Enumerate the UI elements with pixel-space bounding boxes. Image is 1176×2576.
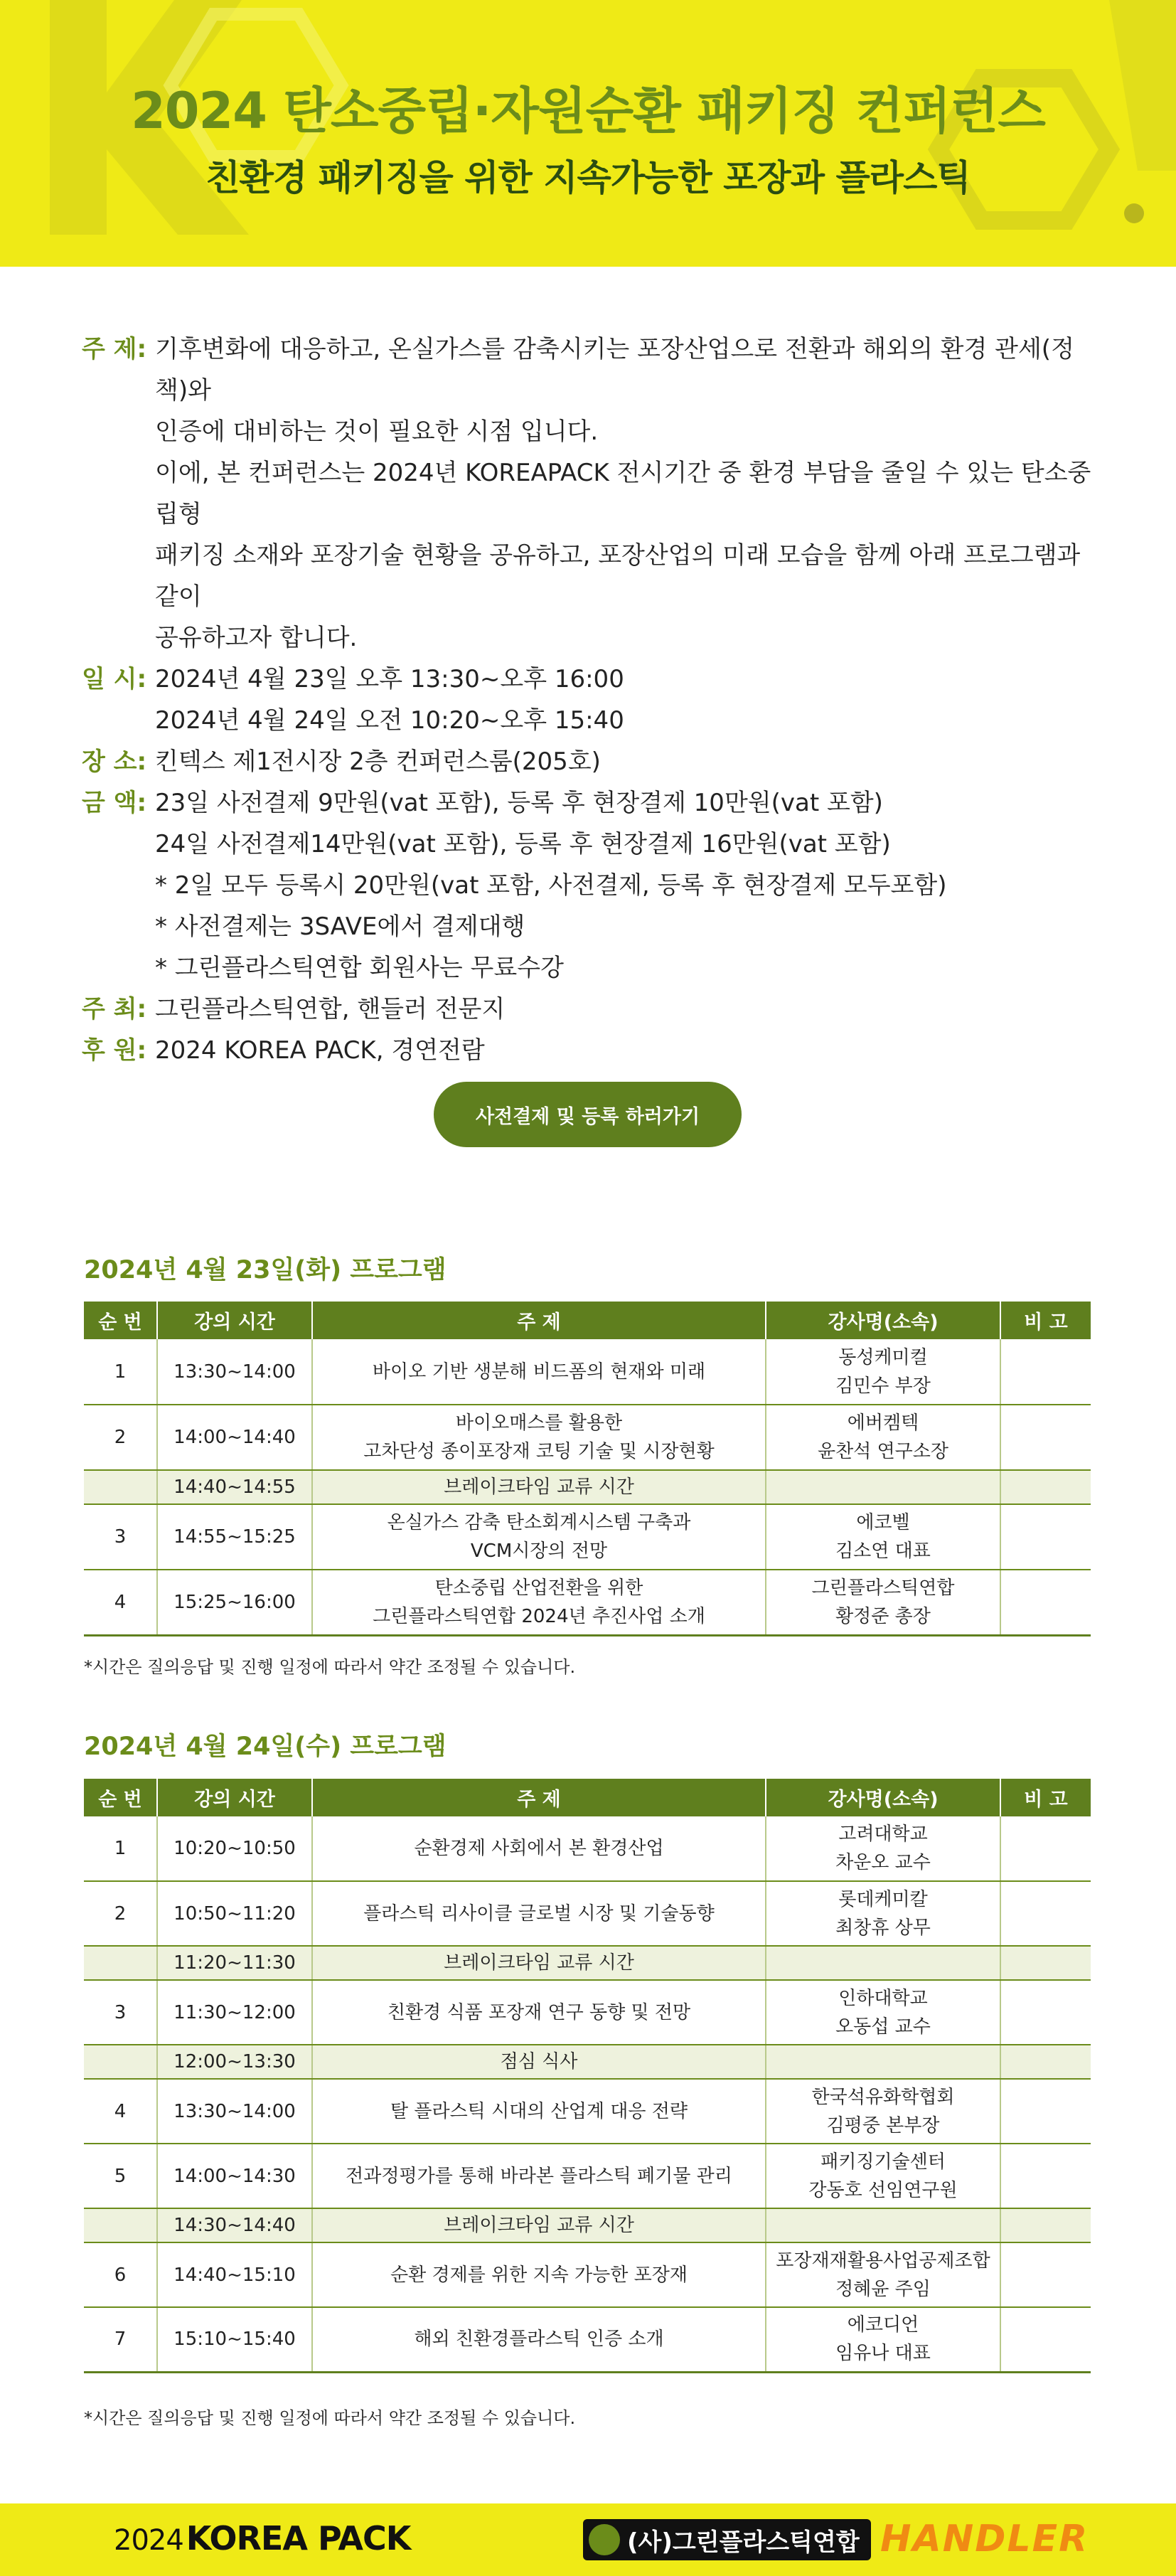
- table-row: [84, 1339, 1091, 1405]
- col-header-time: 강의 시간: [157, 1779, 312, 1816]
- row-speaker: 한국석유화학협회 김평중 본부장: [766, 2079, 1000, 2144]
- handler-logo[interactable]: HANDLER: [880, 2518, 1089, 2560]
- row-speaker: 포장재재활용사업공제조합 정혜윤 주임: [766, 2242, 1000, 2307]
- program-title-day2: 2024년 4월 24일(수) 프로그램: [84, 1733, 447, 1761]
- info-text: 인증에 대비하는 것이 필요한 시점 입니다.: [155, 417, 599, 446]
- koreapack-year: 2024: [114, 2524, 183, 2557]
- info-text: 24일 사전결제14만원(vat 포함), 등록 후 현장결제 16만원(vat 포함): [155, 830, 891, 858]
- row-time: 14:55~15:25: [157, 1504, 312, 1570]
- col-header-topic: 주 제: [312, 1302, 766, 1339]
- row-no: 1: [84, 1339, 157, 1405]
- row-time: 14:00~14:40: [157, 1405, 312, 1470]
- row-topic: 친환경 식품 포장재 연구 동향 및 전망: [312, 1980, 766, 2045]
- table-row: [84, 1504, 1091, 1570]
- row-speaker: [766, 1946, 1000, 1980]
- table-row-break: [84, 2045, 1091, 2079]
- info-text: * 그린플라스틱연합 회원사는 무료수강: [155, 954, 564, 982]
- row-note: [1000, 1339, 1091, 1405]
- table-row-break: [84, 1470, 1091, 1504]
- greenplastic-logo[interactable]: [583, 2519, 871, 2560]
- row-note: [1000, 1881, 1091, 1946]
- row-speaker: 에코디언 임유나 대표: [766, 2307, 1000, 2372]
- koreapack-logo[interactable]: [114, 2519, 410, 2558]
- table-row: [84, 2144, 1091, 2208]
- row-no: 6: [84, 2242, 157, 2307]
- row-time: 14:00~14:30: [157, 2144, 312, 2208]
- row-topic: 해외 친환경플라스틱 인증 소개: [312, 2307, 766, 2372]
- row-topic: 온실가스 감축 탄소회계시스템 구축과 VCM시장의 전망: [312, 1504, 766, 1570]
- footnote-day2: *시간은 질의응답 및 진행 일정에 따라서 약간 조정될 수 있습니다.: [84, 2408, 576, 2428]
- row-time: 12:00~13:30: [157, 2045, 312, 2079]
- info-label: 주 제:: [82, 335, 147, 363]
- info-text: 킨텍스 제1전시장 2층 컨퍼런스룸(205호): [155, 747, 601, 776]
- row-speaker: 에코벨 김소연 대표: [766, 1504, 1000, 1570]
- row-topic: 탈 플라스틱 시대의 산업계 대응 전략: [312, 2079, 766, 2144]
- row-no: [84, 2045, 157, 2079]
- col-header-speaker: 강사명(소속): [766, 1302, 1000, 1339]
- row-note: [1000, 1980, 1091, 2045]
- row-topic: 브레이크타임 교류 시간: [312, 1946, 766, 1980]
- footnote-day1: *시간은 질의응답 및 진행 일정에 따라서 약간 조정될 수 있습니다.: [84, 1657, 576, 1677]
- row-speaker: 롯데케미칼 최창휴 상무: [766, 1881, 1000, 1946]
- koreapack-name: KOREA PACK: [186, 2519, 411, 2558]
- row-time: 10:20~10:50: [157, 1816, 312, 1881]
- row-topic: 브레이크타임 교류 시간: [312, 2208, 766, 2242]
- leaf-icon: [589, 2524, 620, 2555]
- row-speaker: 패키징기술센터 강동호 선임연구원: [766, 2144, 1000, 2208]
- info-text: 그린플라스틱연합, 핸들러 전문지: [155, 995, 506, 1023]
- info-text: * 사전결제는 3SAVE에서 결제대행: [155, 912, 525, 941]
- table-row: [84, 1816, 1091, 1881]
- info-fee: [82, 782, 1106, 989]
- row-topic: 순환경제 사회에서 본 환경산업: [312, 1816, 766, 1881]
- info-date: [82, 659, 1106, 741]
- info-text: 패키징 소재와 포장기술 현황을 공유하고, 포장산업의 미래 모습을 함께 아래 프로그램과 같이: [155, 541, 1081, 611]
- col-header-no: 순 번: [84, 1302, 157, 1339]
- info-label: 후 원:: [82, 1036, 147, 1065]
- table-row: [84, 1980, 1091, 2045]
- footer-logos: [0, 2503, 1176, 2576]
- col-header-topic: 주 제: [312, 1779, 766, 1816]
- row-no: [84, 1946, 157, 1980]
- register-button[interactable]: 사전결제 및 등록 하러가기: [434, 1082, 742, 1147]
- table-row-break: [84, 2208, 1091, 2242]
- table-row: [84, 1881, 1091, 1946]
- info-text: 이에, 본 컨퍼런스는 2024년 KOREAPACK 전시기간 중 환경 부담을 줄일 수 있는 탄소중립형: [155, 459, 1091, 528]
- row-time: 15:10~15:40: [157, 2307, 312, 2372]
- row-topic: 브레이크타임 교류 시간: [312, 1470, 766, 1504]
- header-banner: [0, 0, 1176, 267]
- row-no: [84, 1470, 157, 1504]
- row-speaker: [766, 2045, 1000, 2079]
- page-subtitle: 친환경 패키징을 위한 지속가능한 포장과 플라스틱: [205, 157, 971, 198]
- info-topic: [82, 329, 1106, 659]
- row-note: [1000, 2079, 1091, 2144]
- row-no: 4: [84, 1570, 157, 1635]
- row-time: 13:30~14:00: [157, 2079, 312, 2144]
- info-host: [82, 989, 1106, 1030]
- row-time: 11:30~12:00: [157, 1980, 312, 2045]
- table-row: [84, 2307, 1091, 2372]
- row-speaker: 인하대학교 오동섭 교수: [766, 1980, 1000, 2045]
- table-row: [84, 1570, 1091, 1635]
- row-note: [1000, 2144, 1091, 2208]
- info-text: 2024년 4월 24일 오전 10:20~오후 15:40: [155, 706, 624, 735]
- row-time: 15:25~16:00: [157, 1570, 312, 1635]
- row-no: 4: [84, 2079, 157, 2144]
- info-text: 기후변화에 대응하고, 온실가스를 감축시키는 포장산업으로 전환과 해외의 환경 관세(정책)와: [155, 335, 1074, 405]
- row-topic: 바이오 기반 생분해 비드폼의 현재와 미래: [312, 1339, 766, 1405]
- program-table-day1: [84, 1302, 1091, 1636]
- row-speaker: 동성케미컬 김민수 부장: [766, 1339, 1000, 1405]
- row-speaker: 그린플라스틱연합 황정준 총장: [766, 1570, 1000, 1635]
- row-note: [1000, 2242, 1091, 2307]
- row-topic: 탄소중립 산업전환을 위한 그린플라스틱연합 2024년 추진사업 소개: [312, 1570, 766, 1635]
- row-no: 7: [84, 2307, 157, 2372]
- row-note: [1000, 2045, 1091, 2079]
- row-time: 14:40~15:10: [157, 2242, 312, 2307]
- info-venue: [82, 741, 1106, 782]
- row-time: 14:30~14:40: [157, 2208, 312, 2242]
- row-no: 3: [84, 1504, 157, 1570]
- info-label: 일 시:: [82, 665, 147, 693]
- row-speaker: 고려대학교 차운오 교수: [766, 1816, 1000, 1881]
- row-topic: 바이오매스를 활용한 고차단성 종이포장재 코팅 기술 및 시장현황: [312, 1405, 766, 1470]
- row-note: [1000, 1570, 1091, 1635]
- row-no: 5: [84, 2144, 157, 2208]
- info-text: 23일 사전결제 9만원(vat 포함), 등록 후 현장결제 10만원(vat 포함): [155, 789, 883, 817]
- col-header-note: 비 고: [1000, 1302, 1091, 1339]
- col-header-time: 강의 시간: [157, 1302, 312, 1339]
- row-note: [1000, 1946, 1091, 1980]
- row-time: 13:30~14:00: [157, 1339, 312, 1405]
- info-label: 장 소:: [82, 747, 147, 776]
- program-title-day1: 2024년 4월 23일(화) 프로그램: [84, 1256, 447, 1284]
- info-text: 2024년 4월 23일 오후 13:30~오후 16:00: [155, 665, 624, 693]
- row-time: 10:50~11:20: [157, 1881, 312, 1946]
- row-no: 1: [84, 1816, 157, 1881]
- greenplastic-name: (사)그린플라스틱연합: [627, 2528, 860, 2557]
- row-note: [1000, 2307, 1091, 2372]
- row-note: [1000, 1816, 1091, 1881]
- table-row: [84, 2079, 1091, 2144]
- info-text: 2024 KOREA PACK, 경연전람: [155, 1036, 485, 1065]
- row-note: [1000, 2208, 1091, 2242]
- col-header-no: 순 번: [84, 1779, 157, 1816]
- table-row: [84, 2242, 1091, 2307]
- row-time: 14:40~14:55: [157, 1470, 312, 1504]
- row-note: [1000, 1405, 1091, 1470]
- row-speaker: [766, 1470, 1000, 1504]
- table-row: [84, 1405, 1091, 1470]
- table-row-break: [84, 1946, 1091, 1980]
- info-sponsor: [82, 1030, 1106, 1071]
- col-header-note: 비 고: [1000, 1779, 1091, 1816]
- row-no: 2: [84, 1881, 157, 1946]
- row-time: 11:20~11:30: [157, 1946, 312, 1980]
- row-topic: 플라스틱 리사이클 글로벌 시장 및 기술동향: [312, 1881, 766, 1946]
- info-text: 공유하고자 합니다.: [155, 624, 358, 652]
- row-topic: 순환 경제를 위한 지속 가능한 포장재: [312, 2242, 766, 2307]
- conference-info: [82, 329, 1106, 1071]
- col-header-speaker: 강사명(소속): [766, 1779, 1000, 1816]
- row-no: 3: [84, 1980, 157, 2045]
- info-label: 주 최:: [82, 995, 147, 1023]
- program-table-day2: [84, 1779, 1091, 2373]
- row-speaker: 에버켐텍 윤찬석 연구소장: [766, 1405, 1000, 1470]
- page-title: 2024 탄소중립·자원순환 패키징 컨퍼런스: [131, 82, 1045, 140]
- row-no: 2: [84, 1405, 157, 1470]
- info-text: * 2일 모두 등록시 20만원(vat 포함, 사전결제, 등록 후 현장결제 모두포함): [155, 871, 947, 900]
- row-topic: 점심 식사: [312, 2045, 766, 2079]
- row-note: [1000, 1504, 1091, 1570]
- info-label: 금 액:: [82, 789, 147, 817]
- row-no: [84, 2208, 157, 2242]
- row-topic: 전과정평가를 통해 바라본 플라스틱 폐기물 관리: [312, 2144, 766, 2208]
- row-note: [1000, 1470, 1091, 1504]
- row-speaker: [766, 2208, 1000, 2242]
